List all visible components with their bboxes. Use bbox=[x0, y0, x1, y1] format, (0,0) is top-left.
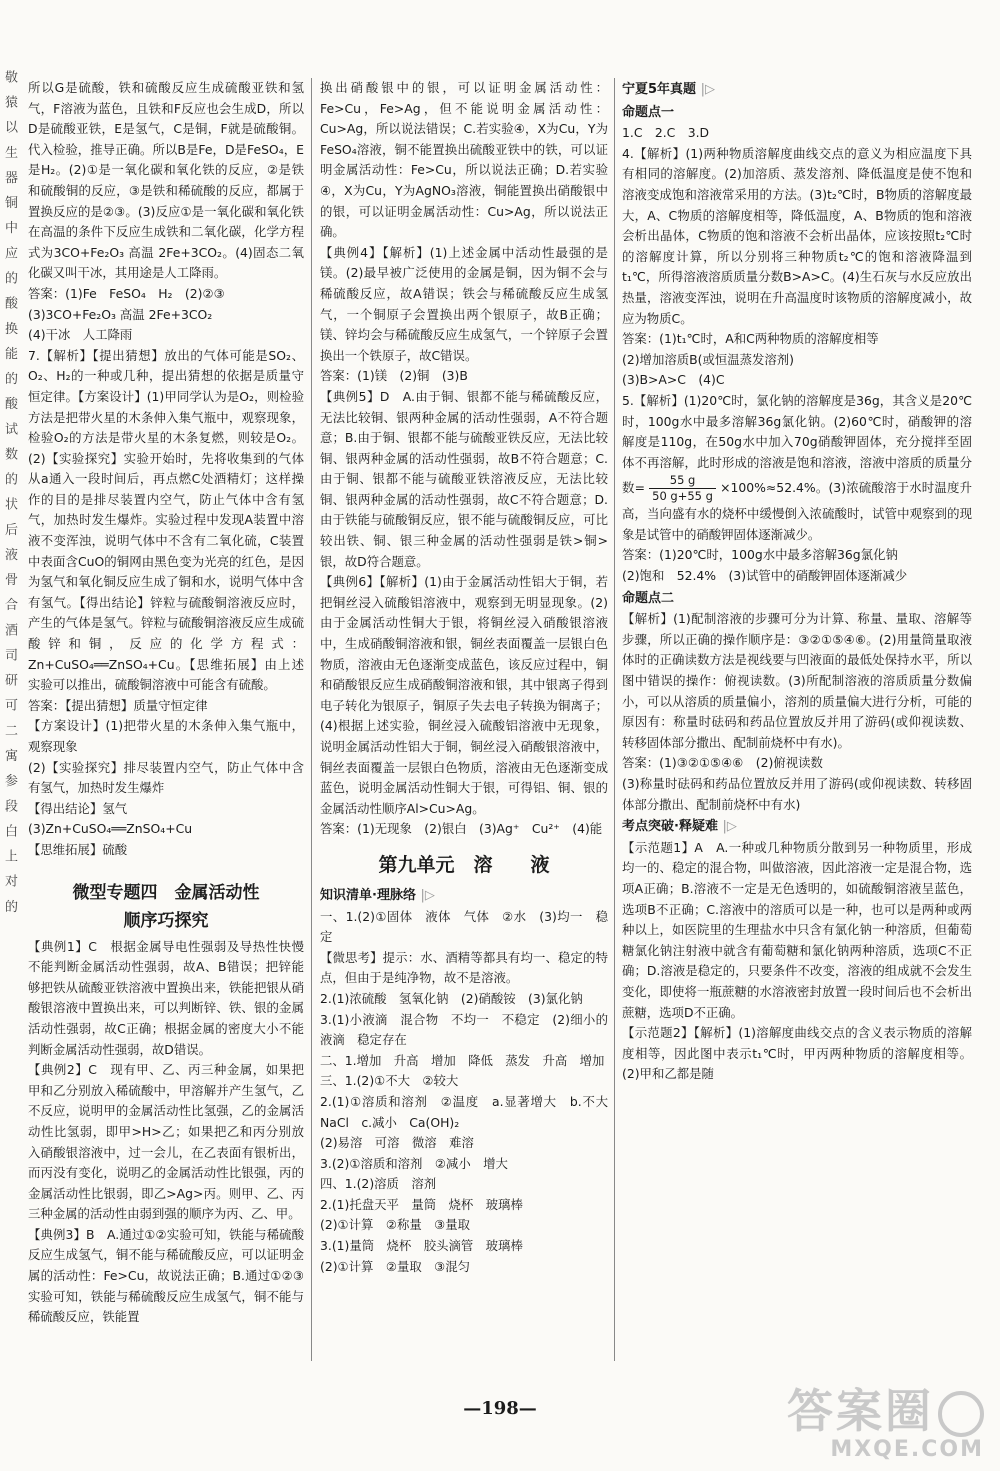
example-paragraph: 【示范题1】A A.一种或几种物质分散到另一种物质里，形成均一的、稳定的混合物，叫做溶液，因此溶液一定是混合物，选项A正确；B.溶液不一定是无色透明的，如硫酸铜溶液呈蓝色，选项B不正确；C.溶液中的溶质可以是一种，也可以是两种或两种以上，如医院里的生理盐水中只含有氯化钠一种溶质，但葡萄糖氯化钠注射液中就含有葡萄糖和氯化钠两种溶质，选项C不正确；D.溶液是稳定的，只要条件不改变，溶液的组成就不会发生变化，即使将一瓶蔗糖的水溶液密封放置一段时间后也不会析出蔗糖，选项D不正确。 bbox=[622, 839, 972, 1020]
answer-line: 答案：(1)Fe FeSO₄ H₂ (2)②③ bbox=[28, 285, 225, 301]
knowledge-line: 三、1.(2)①不大 ②较大 bbox=[320, 1073, 459, 1089]
answer-line: 答案：(1)无现象 (2)银白 (3)Ag⁺ Cu²⁺ (4)能 bbox=[320, 821, 603, 837]
topic-title bbox=[28, 879, 304, 935]
knowledge-line: 二、1.增加 升高 增加 降低 蒸发 升高 增加 bbox=[320, 1052, 605, 1068]
answer-line: (3)称量时砝码和药品位置放反并用了游码(或仰视读数、转移固体部分撒出、配制前烧杯中有水) bbox=[622, 776, 972, 812]
example-2: 【典例2】C 现有甲、乙、丙三种金属，如果把甲和乙分别放入稀硫酸中，甲溶解并产生氢气，乙不反应，说明甲的金属活动性比氢强，乙的金属活动性比氢弱，即甲>H>乙；如果把乙和丙分别放入硝酸银溶液中，过一会儿，在乙表面有银析出，而丙没有变化，说明乙的金属活动性比银强，丙的金属活动性比银弱，即乙>Ag>丙。则甲、乙、丙三种金属的活动性由弱到强的顺序为丙、乙、甲。 bbox=[28, 1062, 304, 1222]
answer-line: (3)3CO+Fe₂O₃ 高温 2Fe+3CO₂ bbox=[28, 306, 213, 322]
knowledge-line: (2)①计算 ②称量 ③量取 bbox=[320, 1217, 471, 1233]
answer-line: 答案：(1)③②①⑤④⑥ (2)俯视读数 bbox=[622, 755, 823, 771]
answer-line: 答案：(1)20℃时，100g水中最多溶解36g氯化钠 bbox=[622, 547, 898, 563]
unit-title: 第九单元 溶 液 bbox=[378, 853, 550, 876]
example-5: 【典例5】D A.由于铜、银都不能与稀硫酸反应，无法比较铜、银两种金属的活动性强弱，A不符合题意；B.由于铜、银都不能与硫酸亚铁反应，无法比较铜、银两种金属的活动性强弱，故B不符合题意；C.由于铜、银都不能与硫酸亚铁溶液反应，无法比较铜、银两种金属的活动性强弱，故C不符合题意；D.由于铁能与硫酸铜反应，银不能与硫酸铜反应，可比较出铁、铜、银三种金属的活动性强弱是铁>铜>银，故D符合题意。 bbox=[320, 388, 608, 569]
left-edge-fragment: 敬 猿 以 生 器 铜 中 应 的 酸 换 能 的 酸 试 数 的 状 后 液 骨 合 酒 司 研 可 二 寓 参 段 白 上 对 的 bbox=[2, 70, 17, 917]
column-divider bbox=[311, 78, 312, 1361]
answer-line: (3)B>A>C (4)C bbox=[622, 372, 725, 388]
example-6: 【典例6】【解析】(1)由于金属活动性铝大于铜，若把铜丝浸入硫酸铝溶液中，观察到无明显现象。(2)由于金属活动性铜大于银，将铜丝浸入硝酸银溶液中，生成硝酸铜溶液和银，铜丝表面覆盖一层银白色物质，溶液由无色逐渐变成蓝色，该反应过程中，铜和硝酸银反应生成硝酸铜溶液和银，其中银离子得到电子转化为银原子，铜原子失去电子转换为铜离子；(4)根据上述实验，铜丝浸入硫酸铝溶液中无现象，说明金属活动性铝大于铜，铜丝浸入硝酸银溶液中，铜丝表面覆盖一层银白色物质，溶液由无色逐渐变成蓝色，说明金属活动性铜大于银，可得铝、铜、银的金属活动性顺序Al>Cu>Ag。 bbox=[320, 574, 608, 816]
answer-line: (3)Zn+CuSO₄══ZnSO₄+Cu bbox=[28, 821, 193, 837]
answer-line: 答案：(1)t₁℃时，A和C两种物质的溶解度相等 bbox=[622, 331, 879, 347]
answer-line: 【得出结论】氢气 bbox=[28, 800, 128, 816]
example-3: 【典例3】B A.通过①②实验可知，铁能与稀硫酸反应生成氢气，铜不能与稀硫酸反应，可以证明金属的活动性：Fe>Cu，故说法正确；B.通过①②③实验可知，铁能与稀硫酸反应生成氢气，铜不能与稀硫酸反应，铁能置 bbox=[28, 1226, 304, 1325]
section-heading: 宁夏5年真题 |▷ bbox=[622, 82, 715, 97]
knowledge-line: (2)易溶 可溶 微溶 难溶 bbox=[320, 1135, 474, 1151]
fraction bbox=[649, 473, 716, 504]
paragraph: 7.【解析】【提出猜想】放出的气体可能是SO₂、O₂、H₂的一种或几种，提出猜想的依据是质量守恒定律。【方案设计】(1)甲同学认为是O₂，则检验方法是把带火星的木条伸入集气瓶中，观察现象，检验O₂的方法是带火星的木条复燃，则较是O₂。(2)【实验探究】实验开始时，先将收集到的气体从a通入一段时间后，再点燃C处酒精灯；这样操作的目的是排尽装置内空气，防止气体中含有氢气，加热时发生爆炸。实验过程中发现A装置中溶液不变浑浊，说明气体中不含有二氧化硫，C装置中表面含CuO的铜网由黑色变为光亮的红色，是因为氢气和氧化铜反应生成了铜和水，说明气体中含有氢气。【得出结论】锌粒与硫酸铜溶液反应时，产生的气体是氢气。锌粒与硫酸铜溶液反应生成硫酸锌和铜，反应的化学方程式：Zn+CuSO₄══ZnSO₄+Cu。【思维拓展】由上述实验可以推出，硫酸铜溶液中可能含有硫酸。 bbox=[28, 347, 304, 693]
answer-line: 答案：【提出猜想】质量守恒定律 bbox=[28, 697, 208, 713]
paragraph: 5.【解析】(1)20℃时，氯化钠的溶解度是36g，其含义是20℃时，100g水中最多溶解36g氯化钠。(2)60℃时，硝酸钾的溶解度是110g，在50g水中加入70g硝酸钾固体，充分搅拌至固体不再溶解，此时形成的溶液是饱和溶液，溶液中溶质的质量分数= $\frac{55 g}{50 g+55 g}$ ×100%≈52.4%。(3)浓硫酸溶于水时温度升高，当向盛有水的烧杯中缓慢倒入浓硫酸时，试管中观察到的现象是试管中的硝酸钾固体逐渐减少。 bbox=[622, 392, 972, 542]
knowledge-line: 四、1.(2)溶质 溶剂 bbox=[320, 1176, 437, 1192]
answer-line: 1.C 2.C 3.D bbox=[622, 125, 710, 141]
knowledge-line: 3.(2)①溶质和溶剂 ②减小 增大 bbox=[320, 1155, 508, 1171]
answer-line: (2)饱和 52.4% (3)试管中的硝酸钾固体逐渐减少 bbox=[622, 568, 908, 584]
knowledge-line: 2.(1)托盘天平 量筒 烧杯 玻璃棒 bbox=[320, 1196, 523, 1212]
section-heading: 知识清单·理脉络 |▷ bbox=[320, 887, 435, 903]
watermark-logo: 答案圈 MXQE.COM bbox=[787, 1383, 984, 1462]
fraction-numerator: 55 g bbox=[649, 473, 716, 489]
example-paragraph: 【示范题2】【解析】(1)溶解度曲线交点的含义表示物质的溶解度相等，因此图中表示t₁℃时，甲丙两种物质的溶解度相等。(2)甲和乙都是随 bbox=[622, 1025, 972, 1082]
section-heading: 考点突破·释疑难 |▷ bbox=[622, 819, 737, 835]
knowledge-line: 3.(1)量筒 烧杯 胶头滴管 玻璃棒 bbox=[320, 1238, 523, 1254]
paragraph: 4.【解析】(1)两种物质溶解度曲线交点的意义为相应温度下具有相同的溶解度。(2)加溶质、蒸发溶剂、降低温度是使不饱和溶液变成饱和溶液常采用的方法。(3)t₂℃时，B物质的溶解度最大，A、C物质的溶解度相等，降低温度，A、B物质的饱和溶液会析出晶体，C物质的饱和溶液不会析出晶体，应该按照t₂℃时的溶解度计算，所以分别将三种物质t₂℃的饱和溶液降温到t₁℃，所得溶液溶质质量分数B>A>C。(4)生石灰与水反应放出热量，溶液变浑浊，说明在升高温度时该物质的溶解度减小，故应为物质C。 bbox=[622, 145, 972, 326]
paragraph: 【解析】(1)配制溶液的步骤可分为计算、称量、量取、溶解等步骤，所以正确的操作顺序是：③②①⑤④⑥。(2)用量筒量取液体时的正确读数方法是视线要与凹液面的最低处保持水平，所以图中错误的操作：俯视读数。(3)所配制溶液的溶质质量分数偏小，可以从溶质的质量偏小，溶剂的质量偏大进行分析，可能的原因有：称量时砝码和药品位置放反并用了游码(或仰视读数、转移固体部分撒出、配制前烧杯中有水)。 bbox=[622, 611, 972, 750]
fraction-denominator: 50 g+55 g bbox=[652, 489, 713, 504]
answer-line: 【思维拓展】硫酸 bbox=[28, 841, 128, 857]
answer-line: (4)干冰 人工降雨 bbox=[28, 327, 133, 343]
knowledge-line: (2)①计算 ②量取 ③混匀 bbox=[320, 1258, 471, 1274]
subsection-heading: 命题点一 bbox=[622, 104, 675, 120]
answer-line: (2)增加溶质B(或恒温蒸发溶剂) bbox=[622, 351, 795, 367]
paragraph: 换出硝酸银中的银，可以证明金属活动性：Fe>Cu，Fe>Ag，但不能说明金属活动性：Cu>Ag，所以说法错误；C.若实验④，X为Cu，Y为FeSO₄溶液，铜不能置换出硫酸亚铁中的铁，可以证明金属活动性：Fe>Cu，所以说法正确；D.若实验④，X为Cu，Y为AgNO₃溶液，铜能置换出硝酸银中的银，可以证明金属活动性：Cu>Ag，所以说法正确。 bbox=[320, 80, 608, 240]
page-number: —198— bbox=[463, 1398, 537, 1419]
column-divider bbox=[614, 78, 615, 1361]
knowledge-line: 2.(1)浓硫酸 氢氧化钠 (2)硝酸铵 (3)氯化钠 bbox=[320, 990, 583, 1006]
knowledge-line: 一、1.(2)①固体 液体 气体 ②水 (3)均一 稳定 bbox=[320, 908, 608, 945]
knowledge-line: 3.(1)小液滴 混合物 不均一 不稳定 (2)细小的液滴 稳定存在 bbox=[320, 1011, 608, 1048]
answer-line: 答案：(1)镁 (2)铜 (3)B bbox=[320, 368, 468, 384]
answer-line: (2)【实验探究】排尽装置内空气，防止气体中含有氢气，加热时发生爆炸 bbox=[28, 759, 304, 796]
column-3 bbox=[622, 78, 972, 1431]
answer-line: 【方案设计】(1)把带火星的木条伸入集气瓶中，观察现象 bbox=[28, 718, 304, 754]
topic-title-line-1: 微型专题四 金属活动性 bbox=[72, 882, 260, 903]
paragraph: 所以G是硫酸，铁和硫酸反应生成硫酸亚铁和氢气，F溶液为蓝色，且铁和F反应也会生成D，所以D是硫酸亚铁，E是氢气，C是铜，F就是硫酸铜。代入检验，推导正确。所以B是Fe，D是FeSO₄，E是H₂。(2)①是一氧化碳和氧化铁的反应，②是铁和硫酸铜的反应，③是铁和稀硫酸的反应，都属于置换反应的是②③。(3)反应①是一氧化碳和氧化铁在高温的条件下反应生成铁和二氧化碳，化学方程式为3CO+Fe₂O₃ 高温 2Fe+3CO₂。(4)固态二氧化碳又叫干冰，其用途是人工降雨。 bbox=[28, 80, 304, 281]
column-2 bbox=[320, 78, 621, 1431]
topic-title-line-2: 顺序巧探究 bbox=[123, 910, 209, 931]
knowledge-line: 2.(1)①溶质和溶剂 ②温度 a.显著增大 b.不大 NaCl c.减小 Ca(OH)₂ bbox=[320, 1093, 621, 1130]
subsection-heading: 命题点二 bbox=[622, 590, 675, 606]
knowledge-line: 【微思考】提示：水、酒精等都具有均一、稳定的特点，但由于是纯净物，故不是溶液。 bbox=[320, 949, 608, 986]
example-4: 【典例4】【解析】(1)上述金属中活动性最强的是镁。(2)最早被广泛使用的金属是铜，因为铜不会与稀硫酸反应，故A错误；铁会与稀硫酸反应生成氢气，一个铜原子会置换出两个银原子，故B正确；镁、锌均会与稀硫酸反应生成氢气，一个锌原子会置换出一个铁原子，故C错误。 bbox=[320, 244, 608, 363]
example-1: 【典例1】C 根据金属导电性强弱及导热性快慢不能判断金属活动性强弱，故A、B错误；把锌能够把铁从硫酸亚铁溶液中置换出来，铁能把银从硝酸银溶液中置换出来，可以判断锌、铁、银的金属活动性强弱，故C正确；根据金属的密度大小不能判断金属活动性强弱，故D错误。 bbox=[28, 938, 304, 1057]
seal-icon bbox=[938, 1391, 984, 1437]
column-1 bbox=[28, 78, 304, 1431]
